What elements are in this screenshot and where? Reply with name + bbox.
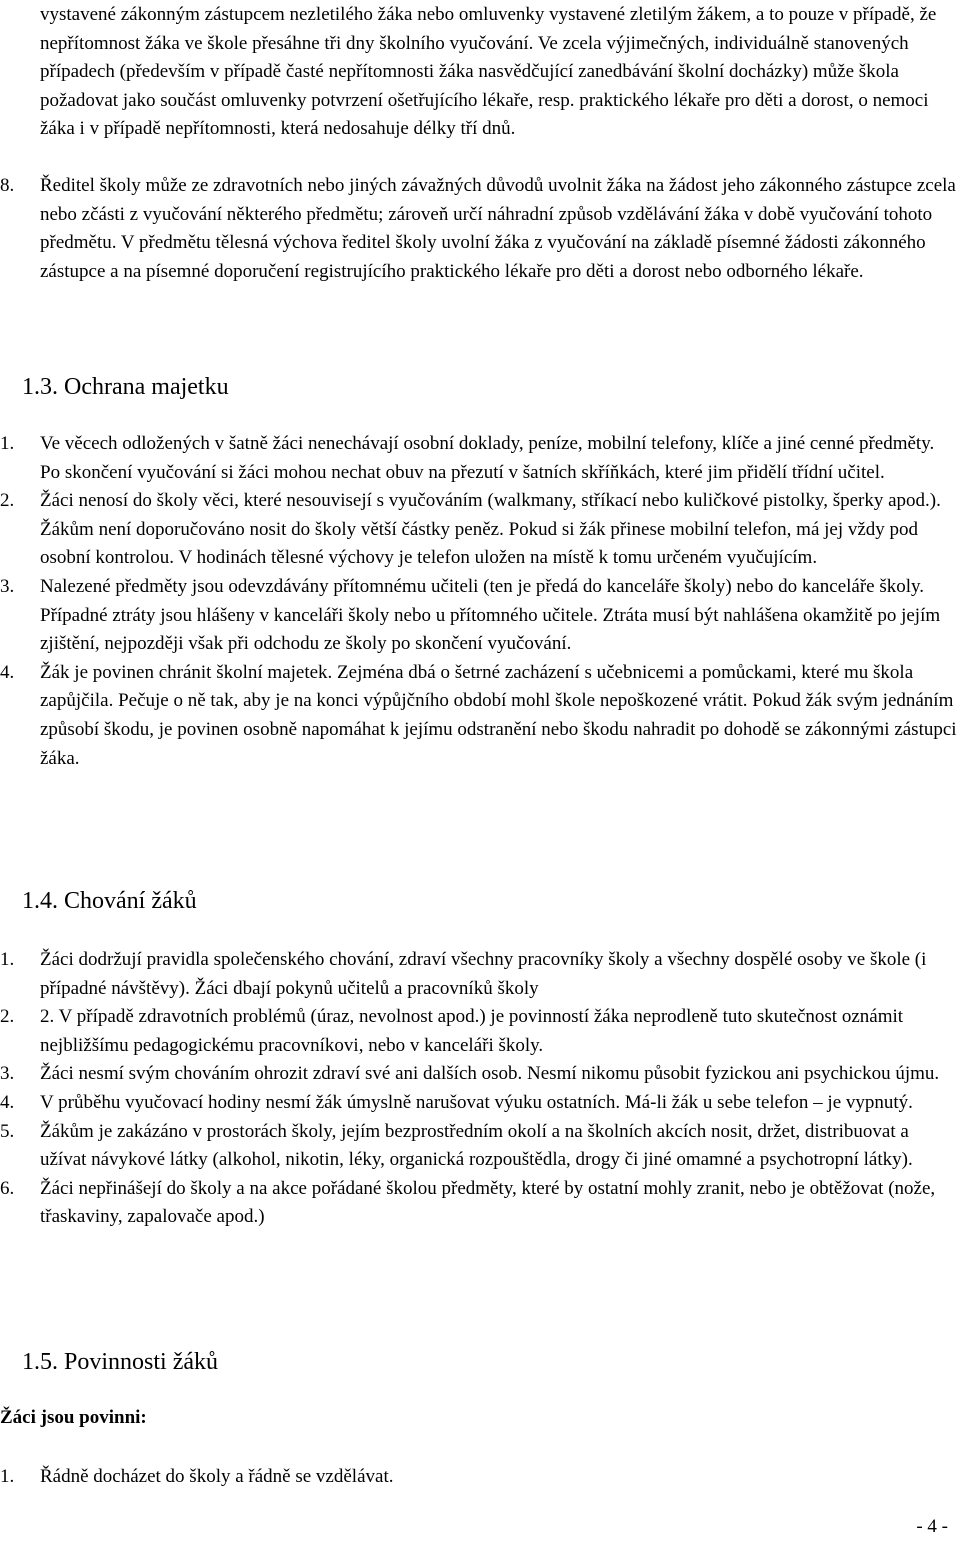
section-list-povinnosti	[0, 1463, 960, 1492]
section-heading-ochrana-majetku: 1.3. Ochrana majetku	[22, 374, 229, 400]
item-text: Žáci dodržují pravidla společenského chování, zdraví všechny pracovníky školy a všechny dospělé osoby ve škole (i případné návštěvy). Žáci dbají pokynů učitelů a pracovníků školy	[40, 949, 927, 999]
page-number: - 4 -	[916, 1516, 948, 1537]
section-list-chovani-zaku	[0, 946, 960, 1232]
item-number: 4.	[0, 1091, 15, 1113]
list-item	[0, 1089, 960, 1118]
continuation-text: vystavené zákonným zástupcem nezletilého žáka nebo omluvenky vystavené zletilým žákem, a to pouze v případě, že nepřítomnost žáka ve škole přesáhne tři dny školního vyučování. Ve zcela výjimečných, individuálně stanovených případech (především v případě časté nepřítomnosti žáka nasvědčující zanedbávání školní docházky) může škola požadovat jako součást omluvenky potvrzení ošetřujícího lékaře, resp. praktického lékaře pro děti a dorost, o nemoci žáka i v případě nepřítomnosti, která nedosahuje délky tří dnů.	[40, 4, 937, 140]
item-number: 2.	[0, 1006, 15, 1028]
item-number: 6.	[0, 1177, 15, 1199]
list-item	[0, 1118, 960, 1175]
item-text: Nalezené předměty jsou odevzdávány přítomnému učiteli (ten je předá do kanceláře školy) nebo do kanceláře školy. Případné ztráty jsou hlášeny v kanceláři školy nebo u přítomného učitele. Ztráta musí být nahlášena okamžitě po jejím zjištění, nejpozději však při odchodu ze školy po skončení vyučování.	[40, 575, 941, 655]
item-text: Řádně docházet do školy a řádně se vzdělávat.	[40, 1466, 394, 1487]
item-number: 3.	[0, 1063, 15, 1085]
continuation-paragraph	[0, 1, 960, 144]
list-item	[0, 1175, 960, 1232]
item-text: 2. V případě zdravotních problémů (úraz, nevolnost apod.) je povinností žáka neprodleně tuto skutečnost oznámit nejbližšímu pedagogickému pracovníkovi, nebo v kanceláři školy.	[40, 1006, 904, 1056]
item-text: V průběhu vyučovací hodiny nesmí žák úmyslně narušovat výuku ostatních. Má-li žák u sebe telefon – je vypnutý.	[40, 1091, 913, 1113]
rule-item-8	[0, 172, 960, 286]
list-item	[0, 573, 960, 659]
section-heading-povinnosti-zaku: 1.5. Povinnosti žáků	[22, 1349, 218, 1375]
section-list-ochrana-majetku	[0, 430, 960, 773]
item-number: 1.	[0, 433, 15, 454]
subheading-zaci-jsou-povinni: Žáci jsou povinni:	[0, 1407, 147, 1428]
item-number: 1.	[0, 1466, 15, 1487]
item-number: 8.	[0, 175, 15, 196]
list-item	[0, 487, 960, 573]
item-text: Ve věcech odložených v šatně žáci nenechávají osobní doklady, peníze, mobilní telefony, klíče a jiné cenné předměty. Po skončení vyučování si žáci mohou nechat obuv na přezutí v šatních skříňkách, které jim přidělí třídní učitel.	[40, 433, 935, 483]
item-number: 4.	[0, 661, 15, 683]
list-item	[0, 1003, 960, 1060]
list-item	[0, 1463, 960, 1492]
list-item	[0, 659, 960, 773]
section-heading-chovani-zaku: 1.4. Chování žáků	[22, 888, 197, 914]
list-item	[0, 1060, 960, 1089]
item-text: Ředitel školy může ze zdravotních nebo jiných závažných důvodů uvolnit žáka na žádost jeho zákonného zástupce zcela nebo zčásti z vyučování některého předmětu; zároveň určí náhradní způsob vzdělávání žáka v době vyučování tohoto předmětu. V předmětu tělesná výchova ředitel školy uvolní žáka z vyučování na základě písemné žádosti zákonného zástupce a na písemné doporučení registrujícího praktického lékaře pro děti a dorost nebo odborného lékaře.	[40, 175, 956, 282]
item-number: 5.	[0, 1120, 15, 1142]
item-text: Žáci nesmí svým chováním ohrozit zdraví své ani dalších osob. Nesmí nikomu působit fyzickou ani psychickou újmu.	[40, 1063, 940, 1085]
item-number: 3.	[0, 575, 15, 597]
list-item	[0, 946, 960, 1003]
item-number: 2.	[0, 490, 15, 512]
item-text: Žák je povinen chránit školní majetek. Zejména dbá o šetrné zacházení s učebnicemi a pomůckami, které mu škola zapůjčila. Pečuje o ně tak, aby je na konci výpůjčního období mohl škole nepoškozené vrátit. Pokud žák svým jednáním způsobí škodu, je povinen osobně napomáhat k jejímu odstranění nebo škodu nahradit po dohodě se zákonnými zástupci žáka.	[40, 661, 957, 769]
list-item	[0, 430, 960, 487]
item-text: Žáci nepřinášejí do školy a na akce pořádané školou předměty, které by ostatní mohly zranit, nebo je obtěžovat (nože, třaskaviny, zapalovače apod.)	[40, 1177, 936, 1228]
item-number: 1.	[0, 949, 15, 970]
item-text: Žáci nenosí do školy věci, které nesouvisejí s vyučováním (walkmany, stříkací nebo kuličkové pistolky, šperky apod.). Žákům není doporučováno nosit do školy větší částky peněz. Pokud si žák přinese mobilní telefon, má jej vždy pod osobní kontrolou. V hodinách tělesné výchovy je telefon uložen na místě k tomu určeném vyučujícím.	[40, 490, 941, 569]
item-text: Žákům je zakázáno v prostorách školy, jejím bezprostředním okolí a na školních akcích nosit, držet, distribuovat a užívat návykové látky (alkohol, nikotin, léky, organická rozpouštědla, drogy či jiné omamné a psychotropní látky).	[40, 1120, 913, 1171]
